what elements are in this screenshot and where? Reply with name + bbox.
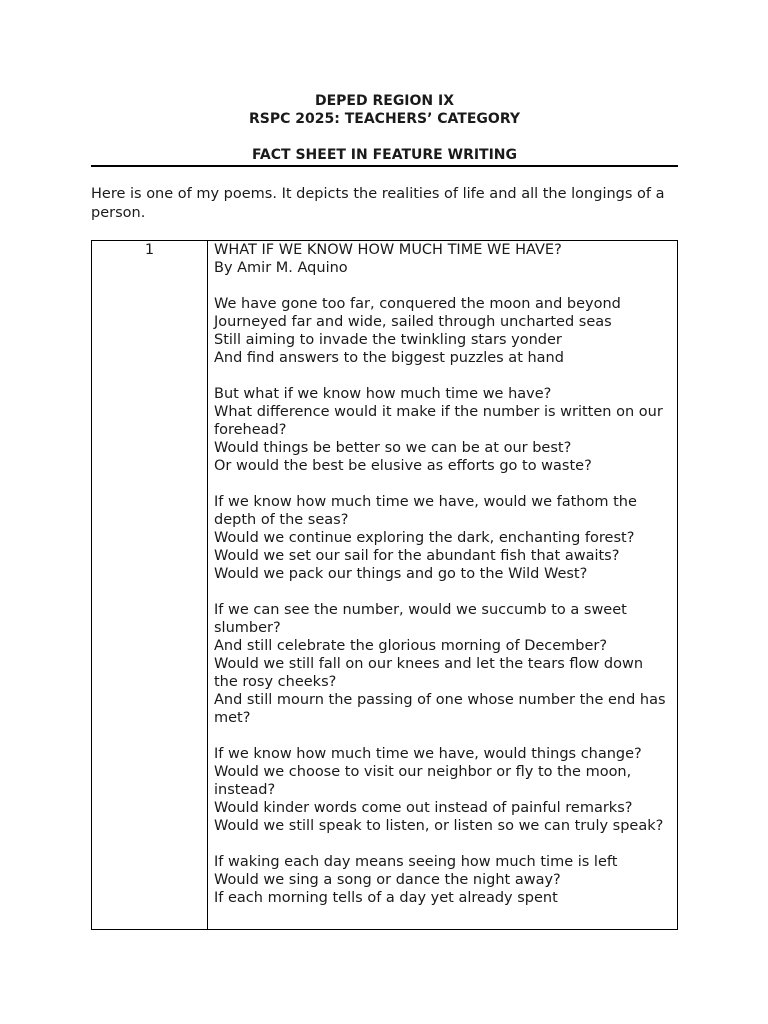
poem-line: Or would the best be elusive as efforts go to waste?: [214, 458, 592, 474]
poem-line: Would we continue exploring the dark, enchanting forest?: [214, 530, 635, 546]
document-page: [91, 92, 678, 930]
region-heading: DEPED REGION IX: [314, 93, 455, 109]
contest-heading: RSPC 2025: TEACHERS’ CATEGORY: [249, 111, 520, 127]
poem-line: If we know how much time we have, would we fathom the depth of the seas?: [214, 494, 637, 528]
title-underline: [91, 165, 678, 167]
stanza-4: [214, 601, 671, 727]
poem-line: If we can see the number, would we succumb to a sweet slumber?: [214, 602, 627, 636]
poem-line: Would we choose to visit our neighbor or fly to the moon, instead?: [214, 764, 632, 798]
heading-spacer: [91, 128, 678, 146]
poem-title: WHAT IF WE KNOW HOW MUCH TIME WE HAVE?: [214, 242, 562, 258]
row-number-cell: [92, 241, 208, 930]
stanza-6: [214, 853, 671, 907]
poem-line: Would we pack our things and go to the Wild West?: [214, 566, 588, 582]
stanza-2: [214, 385, 671, 475]
stanza-gap: [214, 835, 671, 853]
poem-line: We have gone too far, conquered the moon and beyond: [214, 296, 621, 312]
intro-paragraph: Here is one of my poems. It depicts the realities of life and all the longings of a person.: [91, 186, 665, 221]
poem-line: And still mourn the passing of one whose number the end has met?: [214, 692, 666, 726]
poem-line: If each morning tells of a day yet already spent: [214, 890, 558, 906]
poem-line: Still aiming to invade the twinkling stars yonder: [214, 332, 562, 348]
poem-table: [91, 240, 678, 930]
stanza-5: [214, 745, 671, 835]
stanza-3: [214, 493, 671, 583]
poem-line: And find answers to the biggest puzzles at hand: [214, 350, 564, 366]
poem-line: Would we set our sail for the abundant fish that awaits?: [214, 548, 620, 564]
poem-cell: [208, 241, 678, 930]
table-row: [92, 241, 678, 930]
poem-line: Would we sing a song or dance the night away?: [214, 872, 561, 888]
poem-line: Would kinder words come out instead of painful remarks?: [214, 800, 633, 816]
poem-line: If we know how much time we have, would things change?: [214, 746, 642, 762]
poem-line: If waking each day means seeing how much time is left: [214, 854, 618, 870]
poem-line: Would we still fall on our knees and let the tears flow down the rosy cheeks?: [214, 656, 644, 690]
poem-line: What difference would it make if the number is written on our forehead?: [214, 404, 663, 438]
poem-line: But what if we know how much time we have?: [214, 386, 552, 402]
row-number: 1: [144, 242, 155, 258]
poem-line: Would things be better so we can be at our best?: [214, 440, 572, 456]
poem-author: By Amir M. Aquino: [214, 260, 348, 276]
document-title: FACT SHEET IN FEATURE WRITING: [251, 147, 518, 163]
poem-line: Would we still speak to listen, or listen so we can truly speak?: [214, 818, 664, 834]
poem-line: And still celebrate the glorious morning of December?: [214, 638, 608, 654]
stanza-gap: [214, 277, 671, 295]
stanza-1: [214, 295, 671, 367]
poem-line: Journeyed far and wide, sailed through uncharted seas: [214, 314, 612, 330]
stanza-gap: [214, 367, 671, 385]
stanza-gap: [214, 727, 671, 745]
stanza-gap: [214, 583, 671, 601]
stanza-gap: [214, 475, 671, 493]
